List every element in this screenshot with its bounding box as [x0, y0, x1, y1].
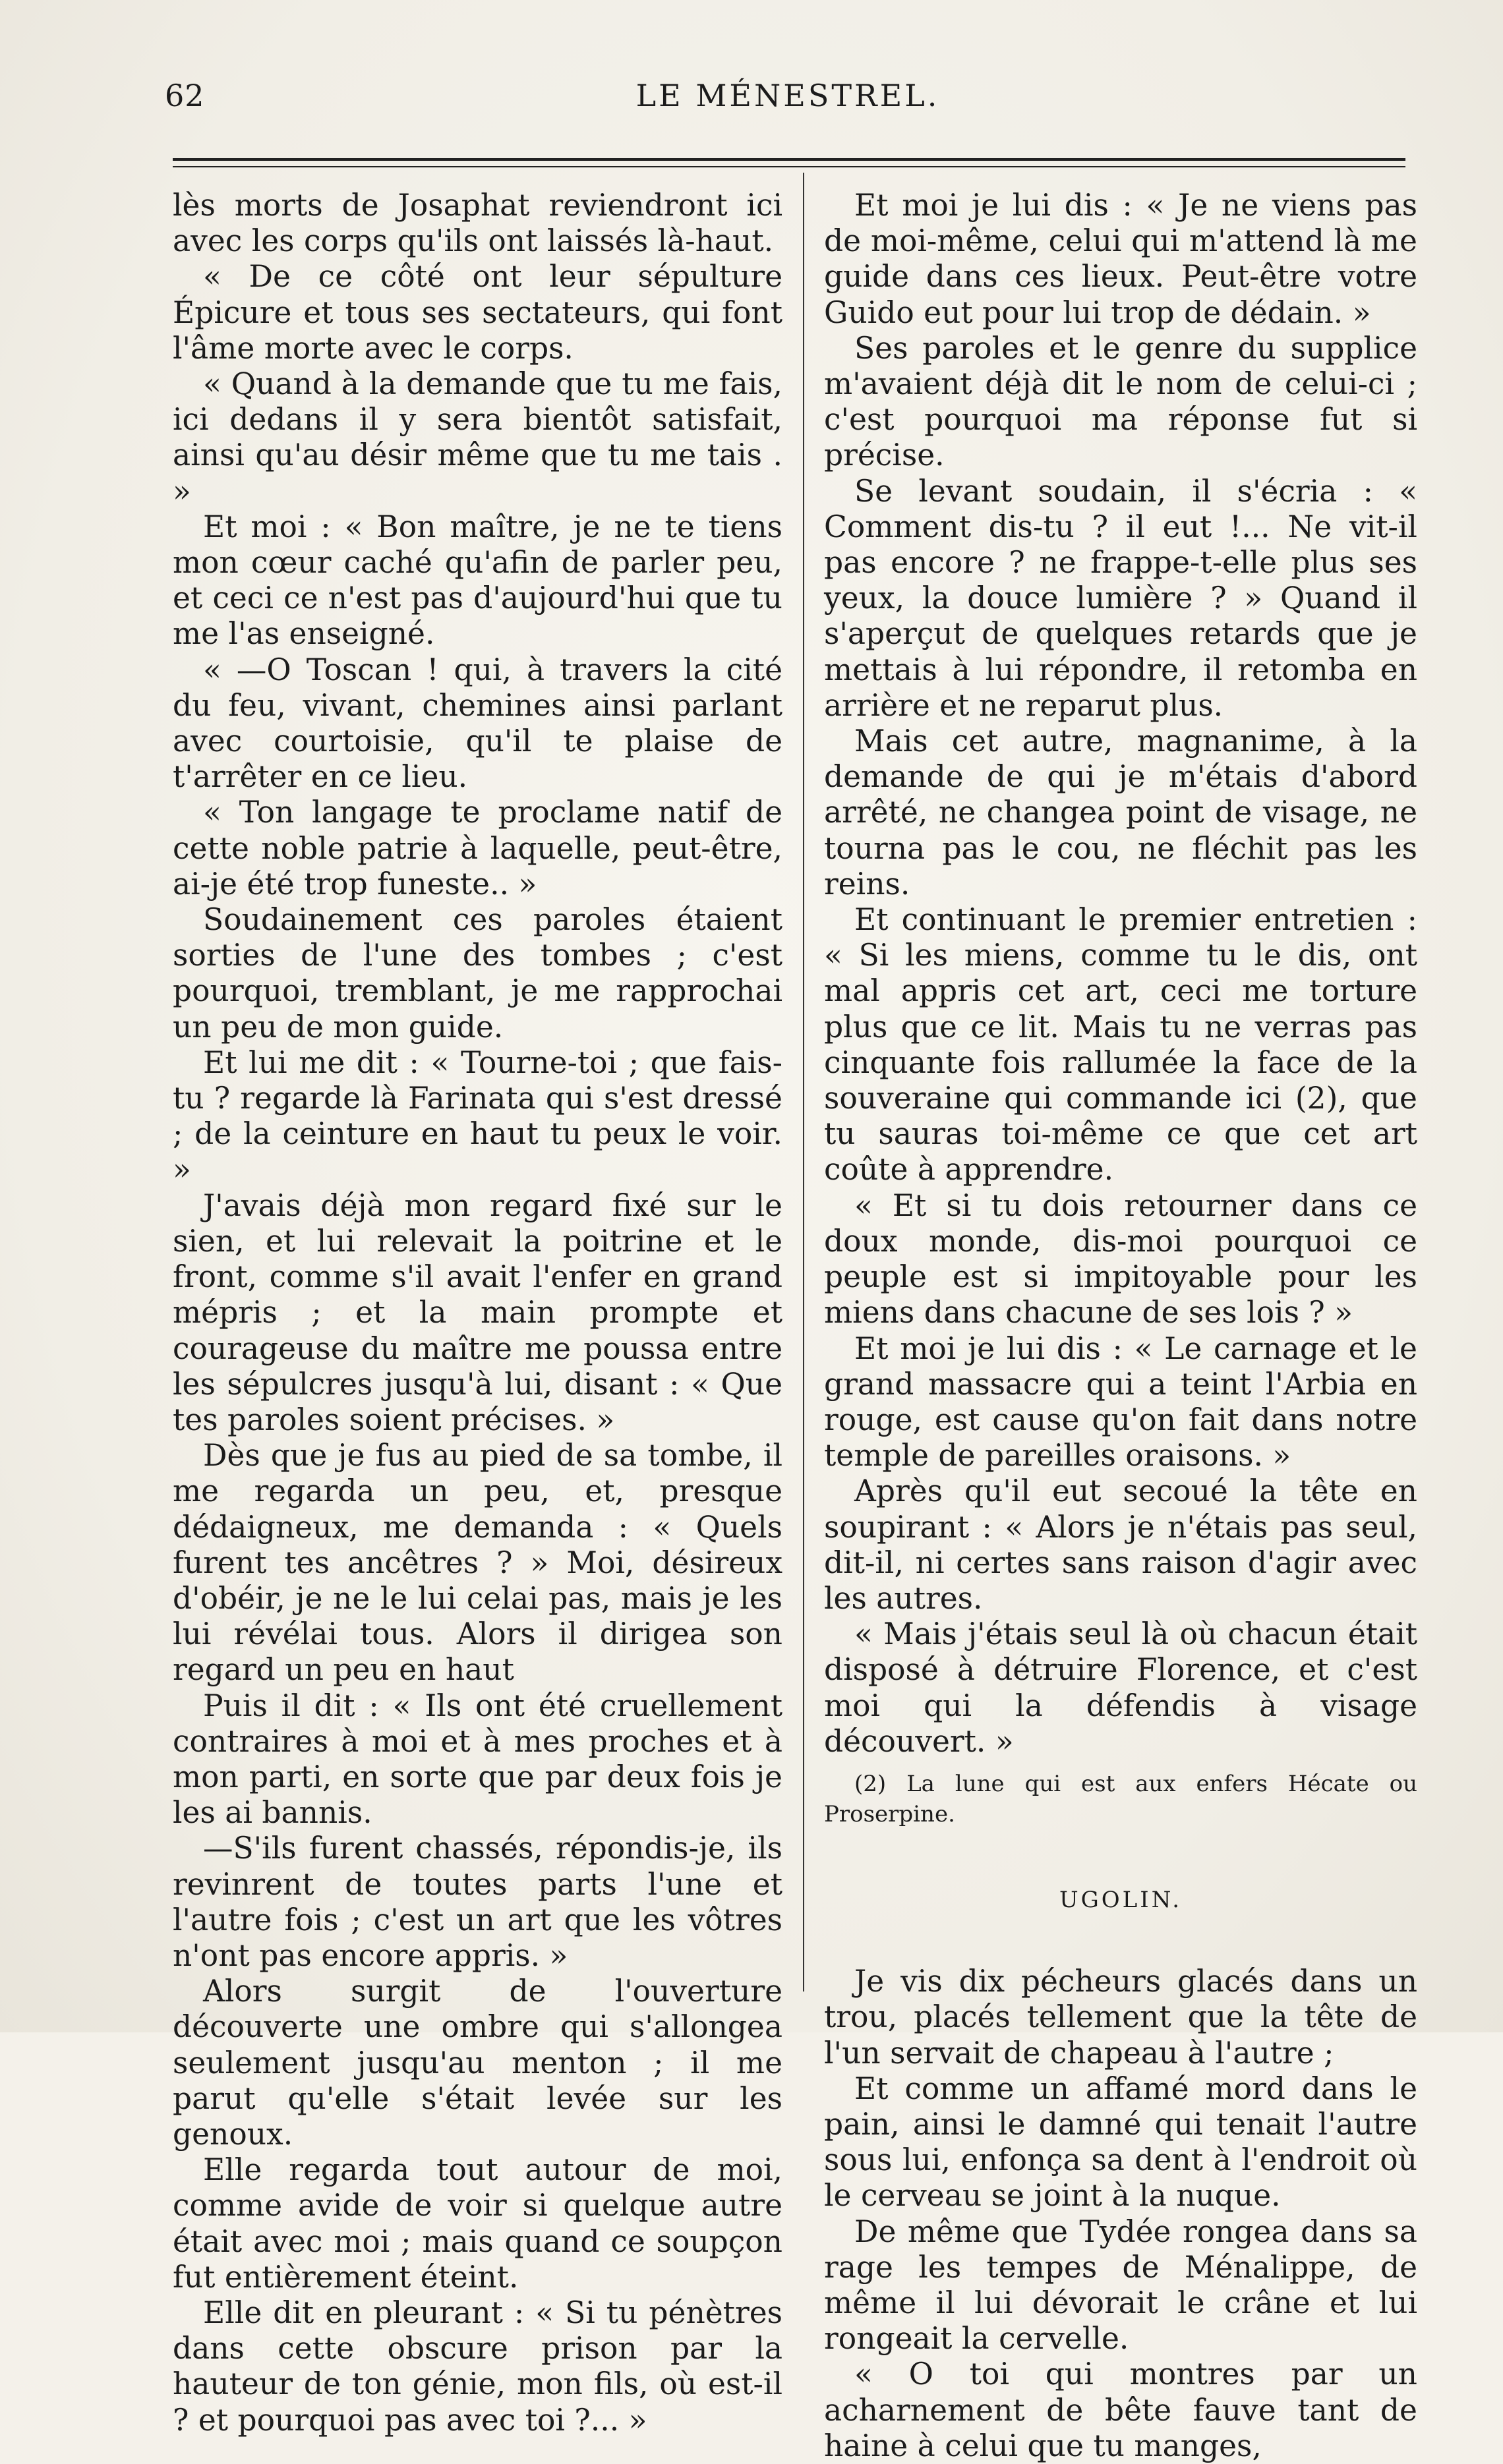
- paragraph: « Mais j'étais seul là où chacun était disposé à détruire Florence, et c'est moi qui la défendis à visage découvert. »: [824, 1617, 1417, 1759]
- column-divider: [803, 173, 804, 1991]
- header-rule-thin: [173, 166, 1405, 167]
- paragraph: Dès que je fus au pied de sa tombe, il me regarda un peu, et, presque dédaigneux, me demanda : « Quels furent tes ancêtres ? » Moi, désireux d'obéir, je ne le lui celai pas, mais je les lui révélai tous. Alors il dirigea son regard un peu en haut: [173, 1438, 782, 1688]
- right-column: [824, 188, 1417, 2464]
- paragraph: Elle dit en pleurant : « Si tu pénètres dans cette obscure prison par la hauteur de ton génie, mon fils, où est-il ? et pourquoi pas avec toi ?... »: [173, 2295, 782, 2438]
- page-number: 62: [165, 78, 205, 113]
- paragraph: Soudainement ces paroles étaient sorties de l'une des tombes ; c'est pourquoi, tremblant, je me rapprochai un peu de mon guide.: [173, 902, 782, 1045]
- paragraph: Alors surgit de l'ouverture découverte une ombre qui s'allongea seulement jusqu'au menton ; il me parut qu'elle s'était levée sur les genoux.: [173, 1974, 782, 2152]
- paragraph: lès morts de Josaphat reviendront ici avec les corps qu'ils ont laissés là-haut.: [173, 188, 782, 259]
- paragraph: Se levant soudain, il s'écria : « Comment dis-tu ? il eut !... Ne vit-il pas encore ? ne frappe-t-elle plus ses yeux, la douce lumière ? » Quand il s'aperçut de quelques retards que je mettais à lui répondre, il retomba en arrière et ne reparut plus.: [824, 473, 1417, 723]
- paragraph: « Et si tu dois retourner dans ce doux monde, dis-moi pourquoi ce peuple est si impitoyable pour les miens dans chacune de ses lois ? »: [824, 1188, 1417, 1331]
- paragraph: Elle regarda tout autour de moi, comme avide de voir si quelque autre était avec moi ; mais quand ce soupçon fut entièrement éteint.: [173, 2152, 782, 2295]
- paragraph: Et lui me dit : « Tourne-toi ; que fais-tu ? regarde là Farinata qui s'est dressé ; de la ceinture en haut tu peux le voir. »: [173, 1045, 782, 1188]
- paragraph: Et comme un affamé mord dans le pain, ainsi le damné qui tenait l'autre sous lui, enfonça sa dent à l'endroit où le cerveau se joint à la nuque.: [824, 2071, 1417, 2214]
- header-rule: [173, 158, 1405, 161]
- paragraph: Mais cet autre, magnanime, à la demande de qui je m'étais d'abord arrêté, ne changea point de visage, ne tourna pas le cou, ne fléchit pas les reins.: [824, 724, 1417, 902]
- journal-title: LE MÉNESTREL.: [635, 78, 940, 113]
- paragraph: Et moi je lui dis : « Je ne viens pas de moi-même, celui qui m'attend là me guide dans ces lieux. Peut-être votre Guido eut pour lui trop de dédain. »: [824, 188, 1417, 330]
- paragraph: Et continuant le premier entretien : « Si les miens, comme tu le dis, ont mal appris cet art, ceci me torture plus que ce lit. Mais tu ne verras pas cinquante fois rallumée la face de la souveraine qui commande ici (2), que tu sauras toi-même ce que cet art coûte à apprendre.: [824, 902, 1417, 1188]
- paragraph: Je vis dix pécheurs glacés dans un trou, placés tellement que la tête de l'un servait de chapeau à l'autre ;: [824, 1964, 1417, 2071]
- paragraph: J'avais déjà mon regard fixé sur le sien, et lui relevait la poitrine et le front, comme s'il avait l'enfer en grand mépris ; et la main prompte et courageuse du maître me poussa entre les sépulcres jusqu'à lui, disant : « Que tes paroles soient précises. »: [173, 1188, 782, 1437]
- footnote: (2) La lune qui est aux enfers Hécate ou Proserpine.: [824, 1770, 1417, 1827]
- paragraph: « Ton langage te proclame natif de cette noble patrie à laquelle, peut-être, ai-je été trop funeste.. »: [173, 795, 782, 902]
- paragraph: Ses paroles et le genre du supplice m'avaient déjà dit le nom de celui-ci ; c'est pourquoi ma réponse fut si précise.: [824, 330, 1417, 473]
- paragraph: De même que Tydée rongea dans sa rage les tempes de Ménalippe, de même il lui dévorait le crâne et lui rongeait la cervelle.: [824, 2214, 1417, 2357]
- paragraph: —S'ils furent chassés, répondis-je, ils revinrent de toutes parts l'une et l'autre fois ; c'est un art que les vôtres n'ont pas encore appris. »: [173, 1831, 782, 1973]
- section-title: UGOLIN.: [1059, 1886, 1183, 1913]
- paragraph: Et moi je lui dis : « Le carnage et le grand massacre qui a teint l'Arbia en rouge, est cause qu'on fait dans notre temple de pareilles oraisons. »: [824, 1331, 1417, 1474]
- left-column: [173, 188, 782, 2438]
- page-header: [165, 78, 1411, 124]
- paragraph: Puis il dit : « Ils ont été cruellement contraires à moi et à mes proches et à mon parti, en sorte que par deux fois je les ai bannis.: [173, 1688, 782, 1831]
- paragraph: Après qu'il eut secoué la tête en soupirant : « Alors je n'étais pas seul, dit-il, ni certes sans raison d'agir avec les autres.: [824, 1474, 1417, 1616]
- paragraph: Et moi : « Bon maître, je ne te tiens mon cœur caché qu'afin de parler peu, et ceci ce n'est pas d'aujourd'hui que tu me l'as enseigné.: [173, 509, 782, 652]
- paragraph: « Quand à la demande que tu me fais, ici dedans il y sera bientôt satisfait, ainsi qu'au désir même que tu me tais . »: [173, 366, 782, 509]
- paragraph: « —O Toscan ! qui, à travers la cité du feu, vivant, chemines ainsi parlant avec courtoisie, qu'il te plaise de t'arrêter en ce lieu.: [173, 652, 782, 795]
- paragraph: « De ce côté ont leur sépulture Épicure et tous ses sectateurs, qui font l'âme morte avec le corps.: [173, 259, 782, 366]
- paragraph: « O toi qui montres par un acharnement de bête fauve tant de haine à celui que tu manges,: [824, 2357, 1417, 2463]
